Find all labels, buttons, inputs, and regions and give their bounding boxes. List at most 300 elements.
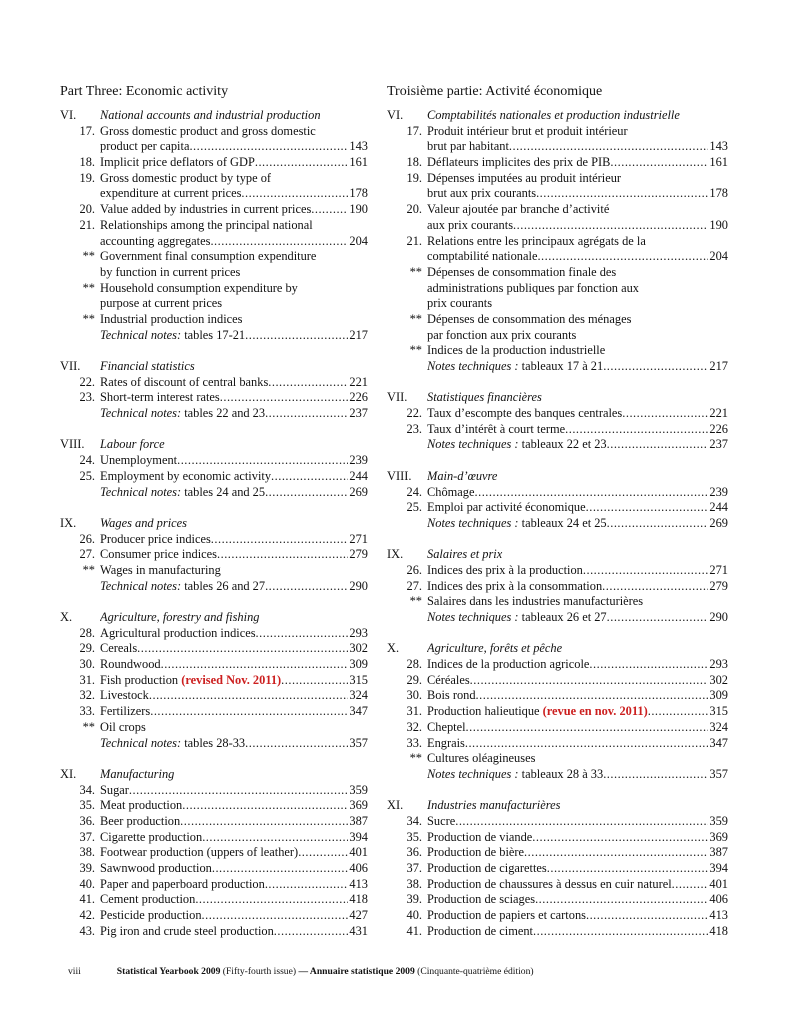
toc-section <box>60 359 368 422</box>
toc-entry <box>387 171 728 187</box>
table-number: 39. <box>79 861 95 875</box>
entry-title: Céréales <box>427 672 470 687</box>
technical-notes-entry <box>60 736 368 752</box>
entry-title: Gross domestic product and gross domestic <box>100 123 316 138</box>
dot-leader <box>509 139 709 155</box>
page-number: 244 <box>349 468 368 483</box>
technical-notes-label: Notes techniques : <box>427 515 519 530</box>
table-number: 17. <box>79 123 95 138</box>
table-number: 27. <box>79 547 95 562</box>
table-number: 30. <box>79 657 95 672</box>
entry-title: par fonction aux prix courants <box>427 327 577 342</box>
technical-notes-entry <box>60 485 368 501</box>
dot-leader <box>180 814 348 830</box>
entry-title: Production de sciages <box>427 892 536 907</box>
page-number: 143 <box>709 139 728 154</box>
technical-notes-label: Technical notes: <box>100 406 182 421</box>
technical-notes-tables: tables 22 and 23 <box>181 406 266 421</box>
entry-title: Chômage <box>427 484 475 499</box>
page-number: 237 <box>709 437 728 452</box>
page-number: 293 <box>709 657 728 672</box>
technical-notes-entry <box>387 516 728 532</box>
toc-entry <box>387 736 728 752</box>
section-roman-numeral: X. <box>387 641 400 656</box>
dot-leader <box>476 688 709 704</box>
page-number: 309 <box>709 688 728 703</box>
table-number: 21. <box>79 217 95 232</box>
page-number: 161 <box>349 155 368 170</box>
dot-leader <box>648 704 709 720</box>
toc-entry-continuation <box>387 186 728 202</box>
entry-title: Roundwood <box>100 657 161 672</box>
dot-leader <box>607 437 709 453</box>
entry-title: Indices de la production agricole <box>427 657 590 672</box>
entry-title: prix courants <box>427 296 493 311</box>
english-column <box>60 82 368 955</box>
toc-entry <box>387 892 728 908</box>
toc-entry-continuation <box>387 296 728 312</box>
table-number: 20. <box>406 202 422 217</box>
technical-notes-label: Notes techniques : <box>427 437 519 452</box>
page-number: 279 <box>349 547 368 562</box>
entry-title: brut par habitant <box>427 139 509 154</box>
table-number: 22. <box>406 406 422 421</box>
toc-entry <box>60 814 368 830</box>
page-number: 359 <box>709 813 728 828</box>
toc-entry <box>60 657 368 673</box>
table-number: ** <box>82 311 95 326</box>
toc-entry <box>387 751 728 767</box>
table-number: 28. <box>406 657 422 672</box>
table-number: 21. <box>406 233 422 248</box>
entry-title: Valeur ajoutée par branche d’activité <box>427 202 610 217</box>
entry-title: Cigarette production <box>100 829 203 844</box>
toc-entry <box>387 202 728 218</box>
toc-section <box>60 437 368 500</box>
technical-notes-tables: tableaux 17 à 21 <box>518 359 604 373</box>
entry-title: Livestock <box>100 688 149 703</box>
technical-notes-tables: tables 28-33 <box>181 735 246 750</box>
table-number: 23. <box>79 390 95 405</box>
page-number: 324 <box>349 688 368 703</box>
entry-title: Taux d’intérêt à court terme <box>427 421 566 436</box>
dot-leader <box>470 673 709 689</box>
table-number: ** <box>409 264 422 279</box>
entry-title: Rates of discount of central banks <box>100 374 269 389</box>
technical-notes-tables: tables 24 and 25 <box>181 484 266 499</box>
entry-title: Relationships among the principal national <box>100 217 313 232</box>
table-number: 34. <box>406 813 422 828</box>
table-number: 36. <box>79 813 95 828</box>
page-number: 302 <box>709 672 728 687</box>
dot-leader <box>455 814 708 830</box>
entry-title: Sawnwood production <box>100 861 212 875</box>
toc-entry <box>60 453 368 469</box>
toc-entry <box>60 202 368 218</box>
dot-leader <box>536 186 708 202</box>
page-number: 226 <box>349 390 368 405</box>
dot-leader <box>533 924 708 940</box>
page-number: 178 <box>349 186 368 201</box>
section-heading <box>60 516 368 532</box>
section-heading <box>387 469 728 485</box>
page-number: 369 <box>349 798 368 813</box>
entry-title: Cement production <box>100 892 196 907</box>
entry-title: Indices des prix à la production <box>427 562 583 577</box>
section-roman-numeral: XI. <box>60 766 77 781</box>
dot-leader <box>672 877 709 893</box>
entry-title: product per capita <box>100 139 190 154</box>
dot-leader <box>265 485 348 501</box>
page-number: 302 <box>349 641 368 656</box>
entry-title: Unemployment <box>100 453 178 468</box>
toc-entry <box>387 924 728 940</box>
section-roman-numeral: XI. <box>387 798 404 813</box>
toc-entry <box>387 673 728 689</box>
table-number: 38. <box>406 876 422 891</box>
entry-title: by function in current prices <box>100 264 241 279</box>
dot-leader <box>466 720 709 736</box>
toc-entry <box>60 673 368 689</box>
table-number: ** <box>82 719 95 734</box>
entry-title: Emploi par activité économique <box>427 500 586 515</box>
section-heading <box>387 108 728 124</box>
page-number: 269 <box>709 515 728 530</box>
entry-title: Fertilizers <box>100 704 151 719</box>
section-title: Comptabilités nationales et production industrielle <box>427 108 680 122</box>
technical-notes-entry <box>60 328 368 344</box>
footer-page-number: viii <box>68 966 81 977</box>
toc-entry <box>60 563 368 579</box>
table-number: 35. <box>406 829 422 844</box>
toc-entry <box>387 720 728 736</box>
dot-leader <box>182 798 348 814</box>
toc-entry-continuation <box>60 296 368 312</box>
entry-title: administrations publiques par fonction aux <box>427 280 639 295</box>
footer-dash: — <box>298 966 310 977</box>
entry-title: Employment by economic activity <box>100 468 272 483</box>
toc-entry-continuation <box>387 218 728 234</box>
dot-leader <box>524 845 708 861</box>
french-column <box>387 82 728 955</box>
entry-title: Government final consumption expenditure <box>100 249 317 264</box>
entry-title: Production de chaussures à dessus en cuir naturel <box>427 876 672 891</box>
toc-entry <box>387 563 728 579</box>
section-title: Main-d’œuvre <box>427 468 498 483</box>
toc-entry <box>387 908 728 924</box>
page-number: 315 <box>709 704 728 719</box>
toc-section <box>60 516 368 594</box>
page-number: 347 <box>349 704 368 719</box>
footer-title-fr: Annuaire statistique 2009 <box>309 966 415 977</box>
section-roman-numeral: IX. <box>60 515 77 530</box>
dot-leader <box>220 390 349 406</box>
dot-leader <box>212 861 349 877</box>
table-number: 29. <box>406 672 422 687</box>
section-roman-numeral: VI. <box>387 108 404 122</box>
page-number: 369 <box>709 829 728 844</box>
section-title: Industries manufacturières <box>427 798 561 813</box>
entry-title: Bois rond <box>427 688 476 703</box>
entry-title: Paper and paperboard production <box>100 876 265 891</box>
page-number: 406 <box>349 861 368 875</box>
page-number: 271 <box>349 531 368 546</box>
technical-notes-tables: tableaux 28 à 33 <box>518 766 604 781</box>
page-number: 239 <box>349 453 368 468</box>
page-number: 406 <box>709 892 728 907</box>
entry-title: Production de papiers et cartons <box>427 908 586 923</box>
table-number: ** <box>82 562 95 577</box>
page-number: 239 <box>709 484 728 499</box>
entry-title: Producer price indices <box>100 531 211 546</box>
revision-note: (revue en nov. 2011) <box>542 704 648 719</box>
dot-leader <box>547 861 709 877</box>
technical-notes-tables: tableaux 22 et 23 <box>518 437 607 452</box>
section-roman-numeral: IX. <box>387 547 404 562</box>
technical-notes-tables: tableaux 24 et 25 <box>518 515 607 530</box>
toc-entry <box>60 469 368 485</box>
toc-entry <box>60 532 368 548</box>
page-number: 271 <box>709 562 728 577</box>
section-roman-numeral: VII. <box>60 359 81 373</box>
entry-title: Cheptel <box>427 719 466 734</box>
entry-title: Production de cigarettes <box>427 861 547 875</box>
toc-entry-continuation <box>60 139 368 155</box>
entry-title: Production halieutique <box>427 704 543 719</box>
entry-title: comptabilité nationale <box>427 249 538 264</box>
entry-title: Value added by industries in current prices <box>100 202 312 217</box>
technical-notes-entry <box>387 610 728 626</box>
toc-entry <box>387 830 728 846</box>
dot-leader <box>602 579 708 595</box>
page-number: 290 <box>349 578 368 593</box>
dot-leader <box>210 234 348 250</box>
table-number: 41. <box>406 923 422 938</box>
page-number: 394 <box>349 829 368 844</box>
dot-leader <box>607 516 709 532</box>
dot-leader <box>245 736 348 752</box>
entry-title: Produit intérieur brut et produit intérieur <box>427 123 628 138</box>
table-number: ** <box>82 249 95 264</box>
part-title: Troisième partie: Activité économique <box>387 84 603 99</box>
dot-leader <box>475 485 709 501</box>
toc-entry <box>60 877 368 893</box>
entry-title: Cereals <box>100 641 138 656</box>
page-number: 226 <box>709 421 728 436</box>
dot-leader <box>265 877 349 893</box>
table-number: 29. <box>79 641 95 656</box>
section-roman-numeral: X. <box>60 610 73 624</box>
table-number: 24. <box>79 453 95 468</box>
entry-title: Pesticide production <box>100 908 202 923</box>
toc-entry <box>60 390 368 406</box>
section-roman-numeral: VII. <box>387 390 408 405</box>
table-number: ** <box>409 311 422 326</box>
section-title: Salaires et prix <box>427 547 503 562</box>
toc-entry <box>60 155 368 171</box>
toc-entry <box>60 798 368 814</box>
dot-leader <box>607 610 709 626</box>
dot-leader <box>265 406 348 422</box>
entry-title: Agricultural production indices <box>100 625 256 640</box>
toc-entry <box>387 861 728 877</box>
toc-entry <box>60 375 368 391</box>
section-title: Financial statistics <box>100 359 195 373</box>
table-number: 28. <box>79 625 95 640</box>
toc-entry <box>60 720 368 736</box>
table-number: 31. <box>79 672 95 687</box>
entry-title: Oil crops <box>100 719 146 734</box>
toc-entry-continuation <box>387 328 728 344</box>
page-footer <box>68 966 768 977</box>
page-number: 143 <box>349 139 368 154</box>
page-number: 178 <box>709 186 728 201</box>
dot-leader <box>513 218 708 234</box>
page-number: 269 <box>349 484 368 499</box>
toc-entry <box>387 500 728 516</box>
section-roman-numeral: VIII. <box>60 437 85 452</box>
table-number: 26. <box>406 562 422 577</box>
technical-notes-label: Notes techniques : <box>427 359 519 373</box>
page-number: 204 <box>709 249 728 264</box>
dot-leader <box>241 186 348 202</box>
dot-leader <box>189 139 348 155</box>
page-number: 357 <box>349 735 368 750</box>
table-number: 31. <box>406 704 422 719</box>
page-number: 217 <box>349 327 368 342</box>
entry-title: Pig iron and crude steel production <box>100 923 274 938</box>
entry-title: Cultures oléagineuses <box>427 751 536 766</box>
section-heading <box>387 798 728 814</box>
toc-entry <box>60 249 368 265</box>
technical-notes-tables: tables 26 and 27 <box>181 578 266 593</box>
page-number: 221 <box>349 374 368 389</box>
toc-entry <box>60 908 368 924</box>
toc-entry <box>387 485 728 501</box>
table-number: 32. <box>79 688 95 703</box>
toc-section <box>60 610 368 751</box>
dot-leader <box>586 908 708 924</box>
toc-entry <box>387 814 728 830</box>
toc-entry <box>60 704 368 720</box>
toc-entry <box>60 861 368 877</box>
table-number: 41. <box>79 892 95 907</box>
entry-title: Household consumption expenditure by <box>100 280 298 295</box>
toc-entry-continuation <box>387 281 728 297</box>
technical-notes-label: Technical notes: <box>100 578 182 593</box>
page-number: 161 <box>709 155 728 170</box>
toc-entry <box>387 406 728 422</box>
entry-title: Implicit price deflators of GDP <box>100 155 255 170</box>
technical-notes-entry <box>387 359 728 375</box>
footer-issue-en: (Fifty-fourth issue) <box>220 966 299 977</box>
table-number: 20. <box>79 202 95 217</box>
footer-issue-fr: (Cinquante-quatrième édition) <box>414 966 534 977</box>
entry-title: Wages in manufacturing <box>100 562 221 577</box>
section-heading <box>60 108 368 124</box>
page-number: 279 <box>709 578 728 593</box>
toc-entry <box>60 281 368 297</box>
toc-entry-continuation <box>60 265 368 281</box>
table-number: 30. <box>406 688 422 703</box>
section-heading <box>387 641 728 657</box>
technical-notes-label: Technical notes: <box>100 327 182 342</box>
page-number: 244 <box>709 500 728 515</box>
table-number: 36. <box>406 845 422 860</box>
technical-notes-entry <box>387 437 728 453</box>
toc-entry <box>387 312 728 328</box>
technical-notes-entry <box>387 767 728 783</box>
entry-title: Déflateurs implicites des prix de PIB <box>427 155 611 170</box>
page-number: 394 <box>709 861 728 875</box>
dot-leader <box>271 469 348 485</box>
technical-notes-label: Technical notes: <box>100 735 182 750</box>
dot-leader <box>245 328 348 344</box>
page-number: 387 <box>709 845 728 860</box>
toc-entry <box>60 124 368 140</box>
toc-entry-continuation <box>387 249 728 265</box>
dot-leader <box>537 249 708 265</box>
dot-leader <box>195 892 348 908</box>
part-title: Part Three: Economic activity <box>60 84 229 99</box>
table-number: 26. <box>79 531 95 546</box>
entry-title: purpose at current prices <box>100 296 223 311</box>
toc-entry <box>60 892 368 908</box>
table-number: 39. <box>406 892 422 907</box>
page-number: 217 <box>709 359 728 373</box>
page-number: 293 <box>349 625 368 640</box>
entry-title: Short-term interest rates <box>100 390 220 405</box>
page-number: 309 <box>349 657 368 672</box>
page-number: 401 <box>349 845 368 860</box>
entry-title: Dépenses de consommation finale des <box>427 264 617 279</box>
dot-leader <box>589 657 708 673</box>
toc-entry <box>387 422 728 438</box>
table-number: 38. <box>79 845 95 860</box>
table-number: 24. <box>406 484 422 499</box>
dot-leader <box>161 657 349 673</box>
toc-entry <box>387 124 728 140</box>
toc-section <box>387 798 728 939</box>
table-number: 25. <box>79 468 95 483</box>
table-number: ** <box>409 751 422 766</box>
dot-leader <box>603 767 708 783</box>
table-number: ** <box>409 594 422 609</box>
table-number: 34. <box>79 782 95 797</box>
page-number: 413 <box>709 908 728 923</box>
entry-title: Relations entre les principaux agrégats de la <box>427 233 646 248</box>
toc-entry <box>60 688 368 704</box>
dot-leader <box>274 924 349 940</box>
section-heading <box>387 547 728 563</box>
page-number: 418 <box>709 923 728 938</box>
table-number: 17. <box>406 123 422 138</box>
entry-title: Sugar <box>100 782 129 797</box>
dot-leader <box>565 422 708 438</box>
dot-leader <box>202 830 348 846</box>
dot-leader <box>281 673 348 689</box>
entry-title: Indices de la production industrielle <box>427 343 606 358</box>
toc-entry <box>387 877 728 893</box>
toc-entry <box>387 265 728 281</box>
revision-note: (revised Nov. 2011) <box>181 672 282 687</box>
technical-notes-entry <box>60 406 368 422</box>
dot-leader <box>149 688 349 704</box>
toc-entry <box>60 783 368 799</box>
toc-entry <box>387 704 728 720</box>
entry-title: Footwear production (uppers of leather) <box>100 845 299 860</box>
page-number: 221 <box>709 406 728 421</box>
